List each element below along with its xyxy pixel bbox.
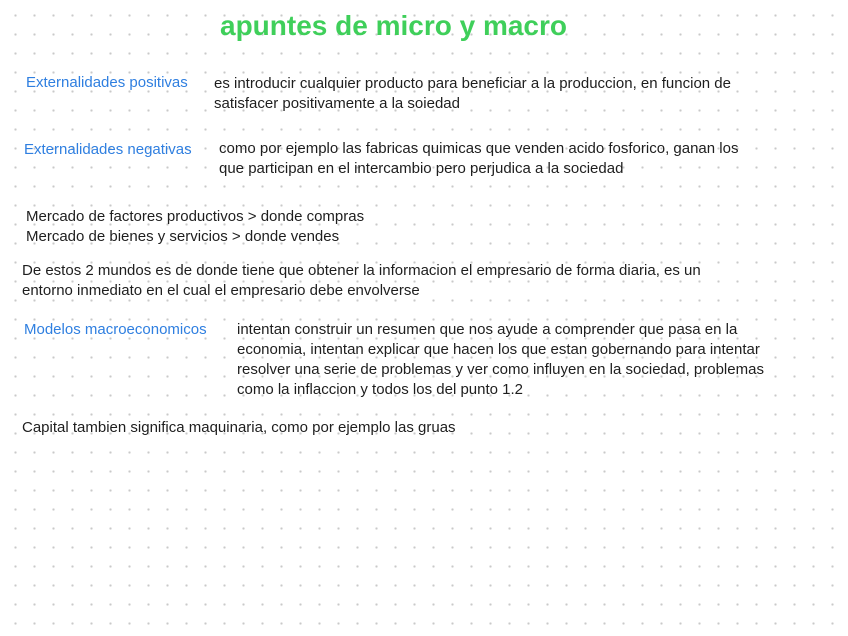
- note-capital: Capital tambien significa maquinaria, como por ejemplo las gruas: [22, 419, 456, 436]
- note-line: resolver una serie de problemas y ver como influyen en la sociedad, problemas: [237, 361, 764, 378]
- note-line: que participan en el intercambio pero perjudica a la sociedad: [219, 160, 624, 177]
- note-line: es introducir cualquier producto para beneficiar a la produccion, en funcion de: [214, 75, 731, 92]
- note-line: economia, intentan explicar que hacen los que estan gobernando para intentar: [237, 341, 760, 358]
- note-line: De estos 2 mundos es de donde tiene que obtener la informacion el empresario de forma diaria, es un: [22, 262, 701, 279]
- note-modelos-macroeconomicos: [237, 320, 764, 400]
- note-line: entorno inmediato en el cual el empresario debe envolverse: [22, 282, 420, 299]
- note-mercados: [26, 207, 364, 247]
- label-externalidades-positivas: Externalidades positivas: [26, 74, 188, 91]
- note-line: Mercado de factores productivos > donde compras: [26, 208, 365, 225]
- note-line: intentan construir un resumen que nos ayude a comprender que pasa en la: [237, 321, 738, 338]
- note-mundos: [22, 261, 701, 301]
- note-line: como por ejemplo las fabricas quimicas que venden acido fosforico, ganan los: [219, 140, 739, 157]
- note-line: Mercado de bienes y servicios > donde vendes: [26, 228, 340, 245]
- note-line: satisfacer positivamente a la soiedad: [214, 95, 460, 112]
- note-line: como la inflaccion y todos los del punto 1.2: [237, 381, 524, 398]
- page-title: apuntes de micro y macro: [220, 10, 568, 41]
- note-externalidades-negativas: [219, 139, 738, 179]
- note-externalidades-positivas: [214, 74, 731, 114]
- label-modelos-macroeconomicos: Modelos macroeconomicos: [24, 321, 207, 338]
- label-externalidades-negativas: Externalidades negativas: [24, 141, 192, 158]
